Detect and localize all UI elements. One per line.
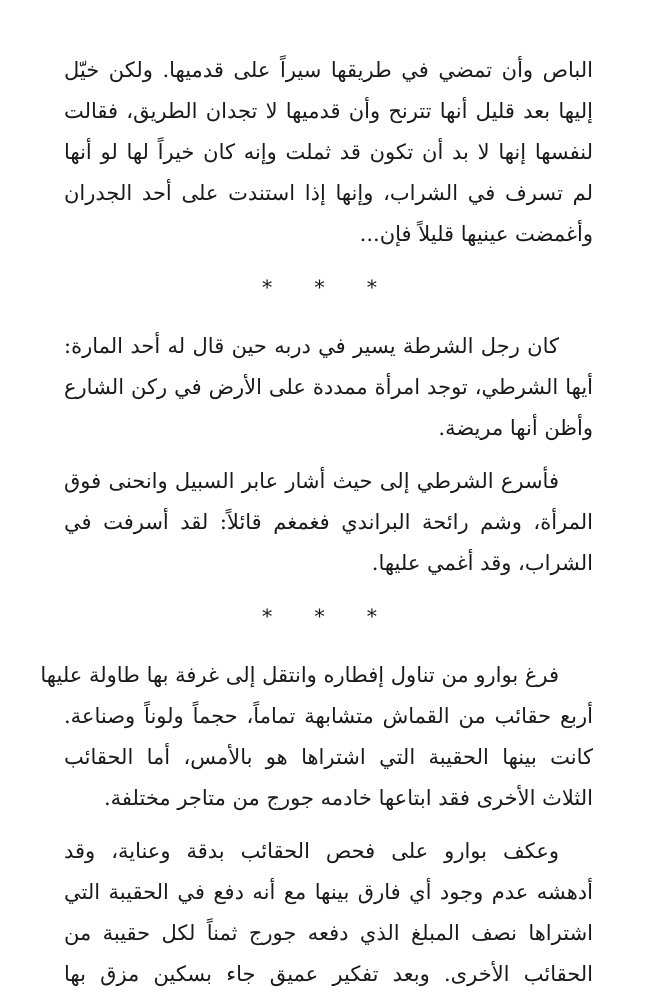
paragraph-5 <box>64 831 593 995</box>
paragraph-2 <box>64 326 593 449</box>
text-line: أدهشه عدم وجود أي فارق بينها مع أنه دفع في الحقيبة التي <box>64 880 593 904</box>
text-line: أربع حقائب من القماش متشابهة تماماً، حجماً ولوناً وصناعة. <box>64 704 593 728</box>
text-line: وأظن أنها مريضة. <box>438 416 593 440</box>
text-line: الثلاث الأخرى فقد ابتاعها خادمه جورج من متاجر مختلفة. <box>104 786 593 810</box>
paragraph-3 <box>64 461 593 584</box>
text-line: لم تسرف في الشراب، وإنها إذا استندت على أحد الجدران <box>64 181 593 205</box>
text-line: أيها الشرطي، توجد امرأة ممددة على الأرض في ركن الشارع <box>64 375 593 399</box>
text-line: كان رجل الشرطة يسير في دربه حين قال له أحد المارة: <box>64 334 559 358</box>
text-line: فرغ بوارو من تناول إفطاره وانتقل إلى غرفة بها طاولة عليها <box>40 663 559 687</box>
paragraph-1 <box>64 50 593 255</box>
text-line: لنفسها إنها لا بد أن تكون قد ثملت وإنه كان خيراً لها لو أنها <box>64 140 593 164</box>
text-line: فأسرع الشرطي إلى حيث أشار عابر السبيل وانحنى فوق <box>64 469 559 493</box>
text-line: كانت بينها الحقيبة التي اشتراها هو بالأمس، أما الحقائب <box>64 745 593 769</box>
book-page <box>40 50 593 995</box>
text-line: وأغمضت عينيها قليلاً فإن... <box>359 222 593 246</box>
paragraph-4 <box>40 655 593 819</box>
text-line: المرأة، وشم رائحة البراندي فغمغم قائلاً: لقد أسرفت في <box>64 510 593 534</box>
text-line: اشتراها نصف المبلغ الذي دفعه جورج ثمناً لكل حقيبة من <box>64 921 593 945</box>
text-line: الحقائب الأخرى. وبعد تفكير عميق جاء بسكين مزق بها <box>64 962 593 986</box>
section-separator: * * * <box>262 604 395 628</box>
section-separator: * * * <box>262 275 395 299</box>
text-line: إليها بعد قليل أنها تترنح وأن قدميها لا تجدان الطريق، فقالت <box>64 99 593 123</box>
text-line: الباص وأن تمضي في طريقها سيراً على قدميها. ولكن خيّل <box>64 58 593 82</box>
text-line: الشراب، وقد أغمي عليها. <box>371 551 593 575</box>
text-line: وعكف بوارو على فحص الحقائب بدقة وعناية، وقد <box>64 839 559 863</box>
